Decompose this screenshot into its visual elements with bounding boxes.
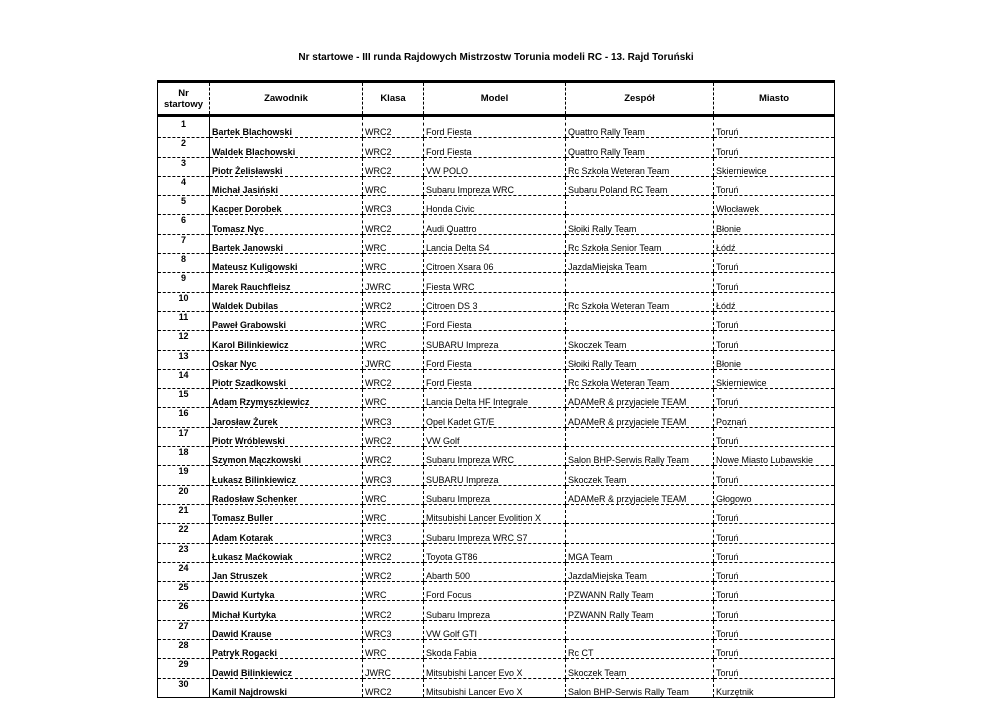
row-number: 7 <box>158 234 210 253</box>
row-model: Audi Quattro <box>424 215 566 234</box>
row-city: Toruń <box>714 543 835 562</box>
row-class: JWRC <box>363 659 424 678</box>
row-driver-name: Michał Jasiński <box>210 176 363 195</box>
row-model: SUBARU Impreza <box>424 466 566 485</box>
row-driver-name: Adam Kotarak <box>210 524 363 543</box>
row-city: Toruń <box>714 620 835 639</box>
row-driver-name: Szymon Mączkowski <box>210 447 363 466</box>
row-number: 11 <box>158 311 210 330</box>
row-driver-name: Patryk Rogacki <box>210 640 363 659</box>
row-class: WRC <box>363 504 424 523</box>
table-row <box>158 620 835 639</box>
row-number: 5 <box>158 196 210 215</box>
row-city: Toruń <box>714 116 835 138</box>
row-city: Kurzętnik <box>714 678 835 697</box>
row-driver-name: Oskar Nyc <box>210 350 363 369</box>
row-driver-name: Jarosław Żurek <box>210 408 363 427</box>
row-number: 4 <box>158 176 210 195</box>
row-class: JWRC <box>363 273 424 292</box>
row-model: VW Golf <box>424 427 566 446</box>
row-class: WRC3 <box>363 408 424 427</box>
row-model: Ford Focus <box>424 582 566 601</box>
row-class: WRC3 <box>363 196 424 215</box>
row-model: Ford Fiesta <box>424 369 566 388</box>
table-row <box>158 116 835 138</box>
row-city: Błonie <box>714 350 835 369</box>
row-city: Łódź <box>714 234 835 253</box>
row-driver-name: Kacper Dorobek <box>210 196 363 215</box>
row-team: Słoiki Rally Team <box>566 350 714 369</box>
row-team: Skoczek Team <box>566 331 714 350</box>
row-number: 6 <box>158 215 210 234</box>
header-zespol: Zespół <box>566 82 714 116</box>
row-team <box>566 524 714 543</box>
row-class: WRC2 <box>363 601 424 620</box>
table-row <box>158 485 835 504</box>
row-city: Błonie <box>714 215 835 234</box>
row-city: Łódź <box>714 292 835 311</box>
row-model: Citroen Xsara 06 <box>424 254 566 273</box>
header-klasa: Klasa <box>363 82 424 116</box>
row-model: Subaru Impreza WRC <box>424 176 566 195</box>
header-miasto: Miasto <box>714 82 835 116</box>
row-driver-name: Jan Struszek <box>210 562 363 581</box>
row-class: WRC2 <box>363 562 424 581</box>
row-model: Ford Fiesta <box>424 311 566 330</box>
row-model: Subaru Impreza WRC S7 <box>424 524 566 543</box>
table-body <box>158 116 835 698</box>
row-number: 15 <box>158 389 210 408</box>
table-row <box>158 369 835 388</box>
header-zawodnik: Zawodnik <box>210 82 363 116</box>
row-team <box>566 311 714 330</box>
row-class: WRC2 <box>363 543 424 562</box>
row-number: 14 <box>158 369 210 388</box>
row-driver-name: Łukasz Bilinkiewicz <box>210 466 363 485</box>
row-team: Rc Szkoła Senior Team <box>566 234 714 253</box>
row-number: 29 <box>158 659 210 678</box>
table-row <box>158 524 835 543</box>
row-team: PZWANN Rally Team <box>566 601 714 620</box>
row-team: Rc CT <box>566 640 714 659</box>
table-row <box>158 543 835 562</box>
row-city: Toruń <box>714 331 835 350</box>
row-driver-name: Piotr Szadkowski <box>210 369 363 388</box>
row-number: 3 <box>158 157 210 176</box>
table-row <box>158 504 835 523</box>
row-team: Rc Szkoła Weteran Team <box>566 369 714 388</box>
row-class: WRC2 <box>363 292 424 311</box>
row-model: Subaru Impreza <box>424 601 566 620</box>
row-city: Toruń <box>714 562 835 581</box>
table-row <box>158 582 835 601</box>
row-class: WRC2 <box>363 369 424 388</box>
row-number: 24 <box>158 562 210 581</box>
row-driver-name: Kamil Najdrowski <box>210 678 363 697</box>
row-team <box>566 196 714 215</box>
row-city: Toruń <box>714 176 835 195</box>
row-model: Ford Fiesta <box>424 138 566 157</box>
table-row <box>158 331 835 350</box>
row-driver-name: Tomasz Buller <box>210 504 363 523</box>
row-number: 9 <box>158 273 210 292</box>
row-city: Włocławek <box>714 196 835 215</box>
row-city: Toruń <box>714 504 835 523</box>
row-class: JWRC <box>363 350 424 369</box>
row-model: Skoda Fabia <box>424 640 566 659</box>
table-row <box>158 273 835 292</box>
table-row <box>158 254 835 273</box>
row-number: 16 <box>158 408 210 427</box>
row-driver-name: Bartek Janowski <box>210 234 363 253</box>
row-number: 22 <box>158 524 210 543</box>
row-model: Opel Kadet GT/E <box>424 408 566 427</box>
row-city: Toruń <box>714 389 835 408</box>
row-class: WRC2 <box>363 116 424 138</box>
row-city: Toruń <box>714 273 835 292</box>
row-driver-name: Michał Kurtyka <box>210 601 363 620</box>
row-class: WRC <box>363 234 424 253</box>
row-driver-name: Mateusz Kuligowski <box>210 254 363 273</box>
table-row <box>158 176 835 195</box>
row-driver-name: Łukasz Maćkowiak <box>210 543 363 562</box>
row-driver-name: Tomasz Nyc <box>210 215 363 234</box>
row-number: 18 <box>158 447 210 466</box>
row-number: 10 <box>158 292 210 311</box>
row-class: WRC2 <box>363 157 424 176</box>
table-row <box>158 215 835 234</box>
row-team: PZWANN Rally Team <box>566 582 714 601</box>
row-model: Mitsubishi Lancer Evolition X <box>424 504 566 523</box>
row-team <box>566 504 714 523</box>
row-model: Subaru Impreza WRC <box>424 447 566 466</box>
table-row <box>158 350 835 369</box>
header-model: Model <box>424 82 566 116</box>
row-city: Toruń <box>714 311 835 330</box>
row-team: ADAMeR & przyjaciele TEAM <box>566 389 714 408</box>
row-model: Lancia Delta HF Integrale <box>424 389 566 408</box>
row-team: Quattro Rally Team <box>566 138 714 157</box>
row-number: 25 <box>158 582 210 601</box>
table-row <box>158 234 835 253</box>
header-nr-line1: Nr <box>178 87 189 99</box>
table-row <box>158 138 835 157</box>
row-driver-name: Marek Rauchfleisz <box>210 273 363 292</box>
table-row <box>158 408 835 427</box>
row-class: WRC2 <box>363 215 424 234</box>
table-row <box>158 157 835 176</box>
row-model: Lancia Delta S4 <box>424 234 566 253</box>
row-number: 1 <box>158 116 210 138</box>
row-city: Toruń <box>714 254 835 273</box>
row-team: ADAMeR & przyjaciele TEAM <box>566 485 714 504</box>
row-driver-name: Dawid Krause <box>210 620 363 639</box>
table-row <box>158 196 835 215</box>
table-row <box>158 292 835 311</box>
row-driver-name: Bartek Blachowski <box>210 116 363 138</box>
row-class: WRC2 <box>363 427 424 446</box>
row-class: WRC3 <box>363 620 424 639</box>
row-number: 8 <box>158 254 210 273</box>
row-driver-name: Karol Bilinkiewicz <box>210 331 363 350</box>
header-nr-line2: startowy <box>163 98 204 110</box>
row-model: Honda Civic <box>424 196 566 215</box>
row-city: Toruń <box>714 601 835 620</box>
row-city: Głogowo <box>714 485 835 504</box>
row-team: Subaru Poland RC Team <box>566 176 714 195</box>
table-row <box>158 601 835 620</box>
row-team: Skoczek Team <box>566 466 714 485</box>
row-number: 21 <box>158 504 210 523</box>
row-number: 19 <box>158 466 210 485</box>
row-model: VW POLO <box>424 157 566 176</box>
row-driver-name: Radosław Schenker <box>210 485 363 504</box>
row-city: Poznań <box>714 408 835 427</box>
row-city: Toruń <box>714 466 835 485</box>
table-header-row <box>158 82 835 116</box>
row-model: Fiesta WRC <box>424 273 566 292</box>
row-class: WRC <box>363 389 424 408</box>
row-city: Toruń <box>714 138 835 157</box>
row-driver-name: Adam Rzymyszkiewicz <box>210 389 363 408</box>
row-model: SUBARU Impreza <box>424 331 566 350</box>
row-driver-name: Waldek Blachowski <box>210 138 363 157</box>
row-driver-name: Waldek Dubilas <box>210 292 363 311</box>
row-model: VW Golf GTI <box>424 620 566 639</box>
row-class: WRC3 <box>363 466 424 485</box>
row-city: Toruń <box>714 640 835 659</box>
row-city: Toruń <box>714 524 835 543</box>
row-number: 27 <box>158 620 210 639</box>
row-model: Citroen DS 3 <box>424 292 566 311</box>
row-driver-name: Piotr Wróblewski <box>210 427 363 446</box>
row-class: WRC3 <box>363 524 424 543</box>
row-model: Abarth 500 <box>424 562 566 581</box>
row-team <box>566 273 714 292</box>
row-class: WRC <box>363 311 424 330</box>
row-model: Ford Fiesta <box>424 116 566 138</box>
header-nr-startowy <box>158 82 210 116</box>
row-model: Mitsubishi Lancer Evo X <box>424 659 566 678</box>
row-team: ADAMeR & przyjaciele TEAM <box>566 408 714 427</box>
table-row <box>158 562 835 581</box>
row-team: JazdaMiejska Team <box>566 254 714 273</box>
row-team: MGA Team <box>566 543 714 562</box>
row-driver-name: Paweł Grabowski <box>210 311 363 330</box>
row-city: Toruń <box>714 427 835 446</box>
table-row <box>158 678 835 697</box>
row-number: 26 <box>158 601 210 620</box>
row-team: Rc Szkoła Weteran Team <box>566 157 714 176</box>
table-row <box>158 427 835 446</box>
table-row <box>158 389 835 408</box>
row-class: WRC <box>363 176 424 195</box>
row-model: Subaru Impreza <box>424 485 566 504</box>
row-city: Skierniewice <box>714 369 835 388</box>
row-team: Salon BHP-Serwis Rally Team <box>566 678 714 697</box>
table-row <box>158 640 835 659</box>
row-number: 20 <box>158 485 210 504</box>
row-city: Toruń <box>714 582 835 601</box>
row-city: Toruń <box>714 659 835 678</box>
row-class: WRC <box>363 582 424 601</box>
row-model: Ford Fiesta <box>424 350 566 369</box>
row-driver-name: Dawid Bilinkiewicz <box>210 659 363 678</box>
row-model: Toyota GT86 <box>424 543 566 562</box>
row-number: 13 <box>158 350 210 369</box>
table-row <box>158 447 835 466</box>
row-class: WRC2 <box>363 678 424 697</box>
row-class: WRC2 <box>363 138 424 157</box>
row-team: Skoczek Team <box>566 659 714 678</box>
row-number: 30 <box>158 678 210 697</box>
start-list-table <box>157 80 835 698</box>
row-number: 28 <box>158 640 210 659</box>
row-number: 23 <box>158 543 210 562</box>
row-class: WRC <box>363 254 424 273</box>
row-class: WRC2 <box>363 447 424 466</box>
row-number: 12 <box>158 331 210 350</box>
table-row <box>158 466 835 485</box>
row-team <box>566 620 714 639</box>
table-row <box>158 311 835 330</box>
row-model: Mitsubishi Lancer Evo X <box>424 678 566 697</box>
row-class: WRC <box>363 640 424 659</box>
row-number: 2 <box>158 138 210 157</box>
row-class: WRC <box>363 485 424 504</box>
row-team: Rc Szkoła Weteran Team <box>566 292 714 311</box>
row-team: Słoiki Rally Team <box>566 215 714 234</box>
row-class: WRC <box>363 331 424 350</box>
row-city: Nowe Miasto Lubawskie <box>714 447 835 466</box>
row-driver-name: Dawid Kurtyka <box>210 582 363 601</box>
row-team <box>566 427 714 446</box>
row-team: Salon BHP-Serwis Rally Team <box>566 447 714 466</box>
table-row <box>158 659 835 678</box>
row-team: Quattro Rally Team <box>566 116 714 138</box>
document-title: Nr startowe - III runda Rajdowych Mistrzostw Torunia modeli RC - 13. Rajd Toruński <box>298 52 694 63</box>
row-team: JazdaMiejska Team <box>566 562 714 581</box>
row-driver-name: Piotr Żelisławski <box>210 157 363 176</box>
row-city: Skierniewice <box>714 157 835 176</box>
row-number: 17 <box>158 427 210 446</box>
